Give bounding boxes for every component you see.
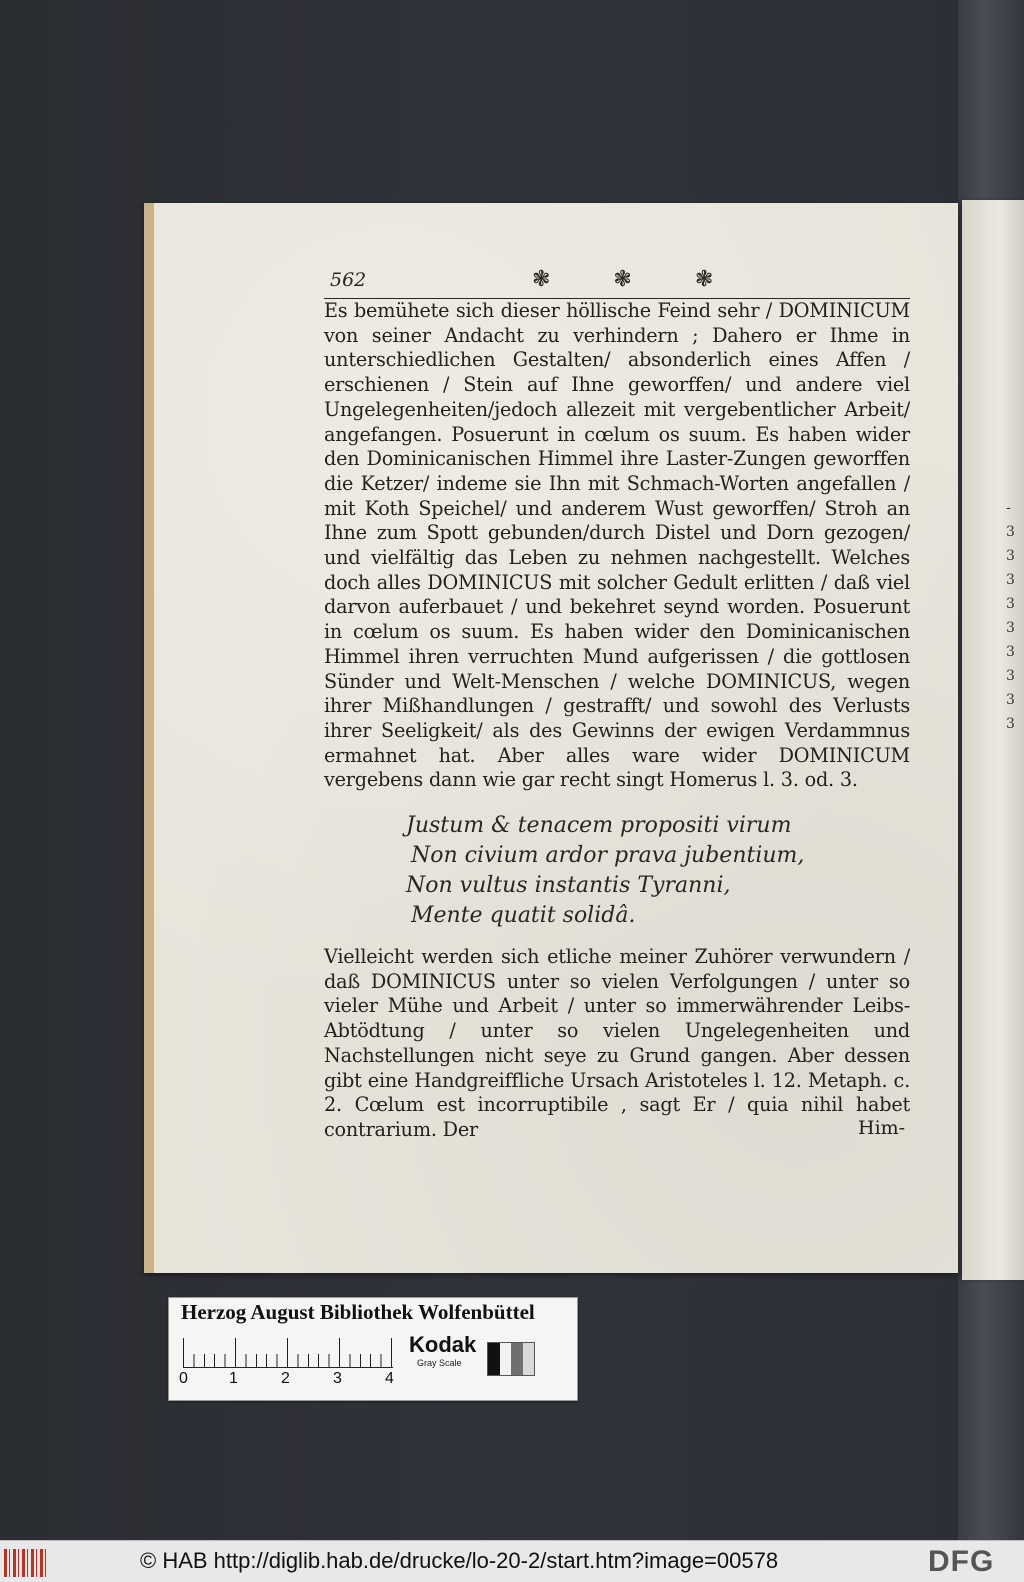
measurement-ruler	[183, 1338, 393, 1368]
footer-bar	[0, 1540, 1024, 1582]
leaf-mark: 3	[1006, 524, 1015, 540]
ruler-number: 0	[179, 1370, 188, 1387]
next-leaf-edge	[962, 200, 1024, 1280]
next-leaf-marks	[1006, 500, 1020, 740]
gray-patch	[523, 1343, 535, 1375]
leaf-mark: 3	[1006, 548, 1015, 564]
page-header	[324, 267, 910, 299]
paragraph-2: Vielleicht werden sich etliche meiner Zuhörer verwundern / daß DOMINICUS unter so vielen Verfolgungen / unter so vieler Mühe und Arbeit / unter so immerwährender Leibs-Abtödtung / unter so vielen Ungelegenheiten und Nachstellungen nicht seye zu Grund gangen. Aber dessen gibt eine Handgreiffliche Ursach Aristoteles l. 12. Metaph. c. 2. Cœlum est incorruptibile , sagt Er / quia nihil habet contrarium. Der	[324, 945, 910, 1141]
ruler-number: 2	[281, 1370, 290, 1387]
ruler-number: 4	[385, 1370, 394, 1387]
gray-scale-label: Gray Scale	[417, 1358, 462, 1368]
page-number: 562	[330, 269, 367, 291]
library-name: Herzog August Bibliothek Wolfenbüttel	[181, 1300, 535, 1324]
paragraph-1: Es bemühete sich dieser höllische Feind sehr / DOMINICUM von seiner Andacht zu verhindern ; Dahero er Ihme in unterschiedlichen Gestalten/ absonderlich eines Affen / erschienen / Stein auf Ihne geworffen/ und andere viel Ungelegenheiten/jedoch allezeit mit vergebentlicher Arbeit/ angefangen. Posuerunt in cœlum os suum. Es haben wider den Dominicanischen Himmel ihre Laster-Zungen geworffen die Ketzer/ indeme sie Ihn mit Schmach-Worten angefallen / mit Koth Speichel/ und anderem Wust geworffen/ Stroh an Ihne zum Spott gebunden/durch Distel und Dorn gezogen/ und vielfältig das Leben zu nehmen nachgestellt. Welches doch alles DOMINICUS mit solcher Gedult erlitten / daß viel darvon auferbauet / und bekehret seynd worden. Posuerunt in cœlum os suum. Es haben wider den Dominicanischen Himmel ihren verruchten Mund aufgerissen / die gottlosen Sünder und Welt-Menschen / welche DOMINICUS, wegen ihrer Mißhandlungen / gestrafft/ und sowohl des Verlusts ihrer Seeligkeit/ als des Gewinns der ewigen Verdammnus ermahnet hat. Aber alles ware wider DOMINICUM vergebens dann wie gar recht singt Homerus l. 3. od. 3.	[324, 299, 910, 792]
copyright-url[interactable]: © HAB http://diglib.hab.de/drucke/lo-20-2/start.htm?image=00578	[140, 1548, 779, 1573]
leaf-mark: 3	[1006, 716, 1015, 732]
book-page	[144, 203, 958, 1273]
ruler-number: 3	[333, 1370, 342, 1387]
leaf-mark: 3	[1006, 692, 1015, 708]
leaf-mark: 3	[1006, 572, 1015, 588]
color-calibration-card	[168, 1297, 578, 1401]
main-paragraph	[324, 299, 910, 793]
leaf-mark: 3	[1006, 644, 1015, 660]
gray-patch	[500, 1343, 512, 1375]
header-ornaments: ❃ ❃ ❃	[532, 267, 742, 292]
ruler-numbers	[179, 1370, 409, 1392]
leaf-mark: 3	[1006, 668, 1015, 684]
second-paragraph	[324, 945, 910, 1143]
leaf-mark: 3	[1006, 620, 1015, 636]
leaf-mark: 3	[1006, 596, 1015, 612]
kodak-logo: Kodak	[409, 1332, 477, 1357]
dfg-logo: DFG	[928, 1545, 995, 1578]
gray-patch	[511, 1343, 523, 1375]
verse-line: Mente quatit solidâ.	[411, 903, 636, 928]
leaf-mark: -	[1006, 500, 1011, 516]
ruler-number: 1	[229, 1370, 238, 1387]
barcode-icon	[4, 1549, 48, 1577]
verse-line: Non vultus instantis Tyranni,	[406, 873, 731, 898]
gray-patch	[488, 1343, 500, 1375]
latin-verse	[406, 811, 846, 931]
verse-line: Non civium ardor prava jubentium,	[411, 843, 805, 868]
gray-scale-patches	[487, 1342, 535, 1376]
verse-line: Justum & tenacem propositi virum	[406, 813, 792, 838]
catchword: Him-	[858, 1117, 906, 1139]
